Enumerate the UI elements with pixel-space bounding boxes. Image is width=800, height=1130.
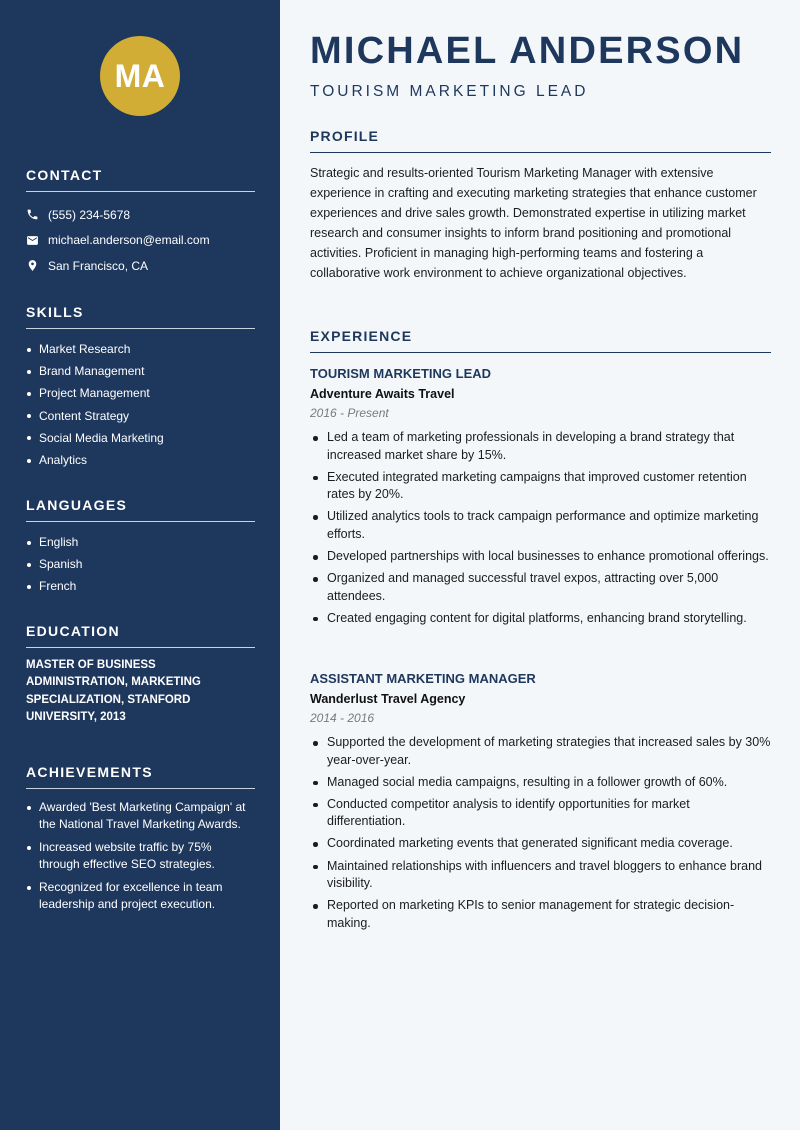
language-item: French bbox=[26, 575, 255, 597]
achievements-section bbox=[26, 764, 255, 918]
job-dates: 2014 - 2016 bbox=[310, 711, 375, 725]
language-item: English bbox=[26, 531, 255, 553]
job-bullets bbox=[310, 429, 771, 627]
skill-item: Market Research bbox=[26, 338, 255, 360]
achievement-item: Awarded 'Best Marketing Campaign' at the National Travel Marketing Awards. bbox=[26, 799, 255, 834]
job-bullet: Coordinated marketing events that generated significant media coverage. bbox=[310, 835, 771, 853]
skill-item: Content Strategy bbox=[26, 405, 255, 427]
job-title: ASSISTANT MARKETING MANAGER bbox=[310, 671, 536, 686]
achievements-list bbox=[26, 799, 255, 913]
phone-text: (555) 234-5678 bbox=[48, 207, 131, 222]
email-text: michael.anderson@email.com bbox=[48, 233, 210, 248]
job-bullet: Reported on marketing KPIs to senior management for strategic decision-making. bbox=[310, 897, 771, 932]
skills-section bbox=[26, 304, 255, 471]
contact-list bbox=[26, 202, 255, 279]
job-bullet: Managed social media campaigns, resulting in a follower growth of 60%. bbox=[310, 774, 771, 792]
experience-heading: EXPERIENCE bbox=[310, 328, 771, 353]
job-title: TOURISM MARKETING LEAD bbox=[310, 366, 492, 381]
job-bullet: Conducted competitor analysis to identify opportunities for market differentiation. bbox=[310, 796, 771, 831]
skill-item: Brand Management bbox=[26, 360, 255, 382]
skills-heading: SKILLS bbox=[26, 304, 255, 329]
avatar: MA bbox=[100, 36, 180, 116]
skill-item: Social Media Marketing bbox=[26, 427, 255, 449]
skill-item: Project Management bbox=[26, 382, 255, 404]
job-bullet: Executed integrated marketing campaigns that improved customer retention rates by 20%. bbox=[310, 469, 771, 504]
job-bullets bbox=[310, 734, 771, 932]
education-section bbox=[26, 623, 255, 726]
achievement-item: Recognized for excellence in team leadership and project execution. bbox=[26, 879, 255, 914]
languages-list bbox=[26, 531, 255, 598]
job-bullet: Organized and managed successful travel expos, attracting over 5,000 attendees. bbox=[310, 570, 771, 605]
location-text: San Francisco, CA bbox=[48, 258, 149, 273]
company-name: Adventure Awaits Travel bbox=[310, 387, 455, 401]
phone-icon bbox=[26, 208, 48, 221]
languages-section bbox=[26, 497, 255, 598]
contact-location bbox=[26, 253, 255, 279]
language-item: Spanish bbox=[26, 553, 255, 575]
job-bullet: Supported the development of marketing strategies that increased sales by 30% year-over-year. bbox=[310, 734, 771, 769]
contact-section bbox=[26, 167, 255, 279]
job-bullet: Led a team of marketing professionals in developing a brand strategy that increased market share by 15%. bbox=[310, 429, 771, 464]
achievements-heading: ACHIEVEMENTS bbox=[26, 764, 255, 789]
email-icon bbox=[26, 234, 48, 247]
experience-entry bbox=[310, 366, 771, 632]
achievement-item: Increased website traffic by 75% through effective SEO strategies. bbox=[26, 839, 255, 874]
job-bullet: Maintained relationships with influencers and travel bloggers to enhance brand visibility. bbox=[310, 858, 771, 893]
job-bullet: Utilized analytics tools to track campaign performance and optimize marketing efforts. bbox=[310, 508, 771, 543]
sidebar bbox=[0, 0, 280, 1130]
experience-entry bbox=[310, 671, 771, 937]
contact-email bbox=[26, 228, 255, 254]
profile-heading: PROFILE bbox=[310, 128, 771, 153]
education-heading: EDUCATION bbox=[26, 623, 255, 648]
company-name: Wanderlust Travel Agency bbox=[310, 692, 466, 706]
profile-summary: Strategic and results-oriented Tourism Marketing Manager with extensive experience in crafting and executing marketing strategies that enhance customer experiences and drive sales growth. Demonstrated expertise in utilizing market research and consumer insights to inform brand positioning and promotional activities. Proficient in managing high-performing teams and fostering a collaborative work environment to achieve organizational objectives. bbox=[310, 166, 757, 280]
job-dates: 2016 - Present bbox=[310, 406, 389, 420]
skill-item: Analytics bbox=[26, 449, 255, 471]
contact-phone bbox=[26, 202, 255, 228]
location-pin-icon bbox=[26, 259, 48, 272]
education-degree: MASTER OF BUSINESS ADMINISTRATION, MARKETING SPECIALIZATION, STANFORD UNIVERSITY, 2013 bbox=[26, 659, 201, 723]
languages-heading: LANGUAGES bbox=[26, 497, 255, 522]
candidate-name: MICHAEL ANDERSON bbox=[310, 30, 745, 72]
job-bullet: Developed partnerships with local businesses to enhance promotional offerings. bbox=[310, 548, 771, 566]
contact-heading: CONTACT bbox=[26, 167, 255, 192]
skills-list bbox=[26, 338, 255, 471]
candidate-title: TOURISM MARKETING LEAD bbox=[310, 83, 589, 100]
job-bullet: Created engaging content for digital platforms, enhancing brand storytelling. bbox=[310, 610, 771, 628]
